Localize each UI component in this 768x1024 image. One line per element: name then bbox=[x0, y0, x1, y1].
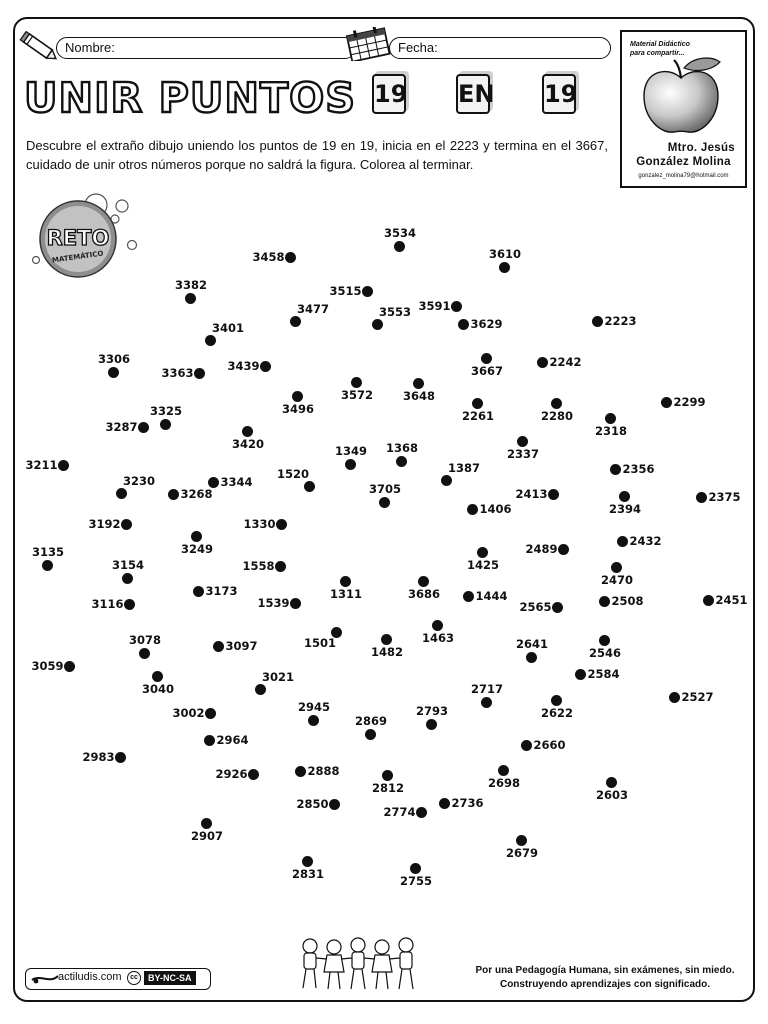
dot-2565[interactable] bbox=[552, 602, 563, 613]
dot-label-3021: 3021 bbox=[262, 669, 295, 684]
dot-2907[interactable] bbox=[201, 818, 212, 829]
license-label: BY-NC-SA bbox=[144, 971, 196, 985]
dot-label-2831: 2831 bbox=[292, 866, 325, 881]
dot-label-2660: 2660 bbox=[533, 737, 566, 752]
dot-label-2489: 2489 bbox=[525, 541, 558, 556]
dot-3553[interactable] bbox=[372, 319, 383, 330]
dot-3192[interactable] bbox=[121, 519, 132, 530]
dot-label-3553: 3553 bbox=[379, 304, 412, 319]
dot-label-3515: 3515 bbox=[329, 283, 362, 298]
dot-label-1444: 1444 bbox=[475, 588, 508, 603]
dot-label-2888: 2888 bbox=[307, 763, 340, 778]
reto-subtitle: MATEMÁTICO bbox=[51, 249, 104, 265]
dot-label-2603: 2603 bbox=[596, 787, 629, 802]
dot-2850[interactable] bbox=[329, 799, 340, 810]
dot-3154[interactable] bbox=[122, 573, 133, 584]
dot-label-2812: 2812 bbox=[372, 780, 405, 795]
dot-label-1349: 1349 bbox=[335, 443, 368, 458]
dot-label-2451: 2451 bbox=[715, 592, 748, 607]
dot-2869[interactable] bbox=[365, 729, 376, 740]
dot-2470[interactable] bbox=[611, 562, 622, 573]
dot-1368[interactable] bbox=[396, 456, 407, 467]
dot-label-2622: 2622 bbox=[541, 705, 574, 720]
dot-label-2337: 2337 bbox=[507, 446, 540, 461]
dot-3211[interactable] bbox=[58, 460, 69, 471]
dot-label-2907: 2907 bbox=[191, 828, 224, 843]
dot-2660[interactable] bbox=[521, 740, 532, 751]
dot-label-3192: 3192 bbox=[88, 516, 121, 531]
dot-2394[interactable] bbox=[619, 491, 630, 502]
dot-3401[interactable] bbox=[205, 335, 216, 346]
dot-2451[interactable] bbox=[703, 595, 714, 606]
dot-label-3116: 3116 bbox=[91, 596, 124, 611]
license-bar bbox=[25, 968, 211, 990]
dot-2489[interactable] bbox=[558, 544, 569, 555]
dot-label-3629: 3629 bbox=[470, 316, 503, 331]
title-text: UNIR PUNTOS bbox=[24, 74, 356, 120]
dot-2413[interactable] bbox=[548, 489, 559, 500]
dot-1406[interactable] bbox=[467, 504, 478, 515]
dot-label-3002: 3002 bbox=[172, 705, 205, 720]
dot-label-2736: 2736 bbox=[451, 795, 484, 810]
dot-label-2774: 2774 bbox=[383, 804, 416, 819]
dot-3021[interactable] bbox=[255, 684, 266, 695]
dot-label-2413: 2413 bbox=[515, 486, 548, 501]
dot-label-2356: 2356 bbox=[622, 461, 655, 476]
dot-3040[interactable] bbox=[152, 671, 163, 682]
dot-3686[interactable] bbox=[418, 576, 429, 587]
dot-label-3534: 3534 bbox=[384, 225, 417, 240]
date-label: Fecha: bbox=[398, 40, 438, 55]
dot-label-3572: 3572 bbox=[341, 387, 374, 402]
author-name-1: Mtro. Jesús bbox=[667, 142, 735, 154]
cc-icon: cc bbox=[127, 971, 141, 985]
dot-label-2470: 2470 bbox=[601, 572, 634, 587]
dot-label-1425: 1425 bbox=[467, 557, 500, 572]
dot-3135[interactable] bbox=[42, 560, 53, 571]
dot-label-1539: 1539 bbox=[257, 595, 290, 610]
dot-label-1368: 1368 bbox=[386, 440, 419, 455]
dot-1330[interactable] bbox=[276, 519, 287, 530]
dot-label-3078: 3078 bbox=[129, 632, 162, 647]
dot-1558[interactable] bbox=[275, 561, 286, 572]
dot-label-1330: 1330 bbox=[243, 516, 276, 531]
dot-3591[interactable] bbox=[451, 301, 462, 312]
dot-label-3496: 3496 bbox=[282, 401, 315, 416]
dot-2280[interactable] bbox=[551, 398, 562, 409]
reto-title: RETO bbox=[46, 226, 110, 250]
dot-3230[interactable] bbox=[116, 488, 127, 499]
dot-label-1558: 1558 bbox=[242, 558, 275, 573]
badge-tagline-2: para compartir... bbox=[630, 50, 685, 57]
dot-2983[interactable] bbox=[115, 752, 126, 763]
dot-2812[interactable] bbox=[382, 770, 393, 781]
dot-2337[interactable] bbox=[517, 436, 528, 447]
dot-label-3325: 3325 bbox=[150, 403, 183, 418]
dot-2888[interactable] bbox=[295, 766, 306, 777]
calendar-icon bbox=[345, 27, 391, 61]
dot-label-3686: 3686 bbox=[408, 586, 441, 601]
dot-label-3591: 3591 bbox=[418, 298, 451, 313]
dot-label-2375: 2375 bbox=[708, 489, 741, 504]
dot-label-3287: 3287 bbox=[105, 419, 138, 434]
dot-3363[interactable] bbox=[194, 368, 205, 379]
dot-label-3154: 3154 bbox=[112, 557, 145, 572]
dot-3439[interactable] bbox=[260, 361, 271, 372]
dot-2755[interactable] bbox=[410, 863, 421, 874]
dot-1425[interactable] bbox=[477, 547, 488, 558]
dot-2679[interactable] bbox=[516, 835, 527, 846]
dot-2641[interactable] bbox=[526, 652, 537, 663]
dot-label-2394: 2394 bbox=[609, 501, 642, 516]
dot-label-3705: 3705 bbox=[369, 481, 402, 496]
dot-2831[interactable] bbox=[302, 856, 313, 867]
dot-label-2679: 2679 bbox=[506, 845, 539, 860]
dot-label-1501: 1501 bbox=[304, 635, 337, 650]
dot-2717[interactable] bbox=[481, 697, 492, 708]
dot-2945[interactable] bbox=[308, 715, 319, 726]
dot-3458[interactable] bbox=[285, 252, 296, 263]
dot-1349[interactable] bbox=[345, 459, 356, 470]
dot-2603[interactable] bbox=[606, 777, 617, 788]
dot-label-2983: 2983 bbox=[82, 749, 115, 764]
dot-2223[interactable] bbox=[592, 316, 603, 327]
dot-3629[interactable] bbox=[458, 319, 469, 330]
dot-label-2926: 2926 bbox=[215, 766, 248, 781]
dot-label-3439: 3439 bbox=[227, 358, 260, 373]
name-label: Nombre: bbox=[65, 40, 115, 55]
dot-2375[interactable] bbox=[696, 492, 707, 503]
dot-label-1520: 1520 bbox=[277, 466, 310, 481]
cube-3: 19 bbox=[542, 74, 576, 114]
dot-label-1406: 1406 bbox=[479, 501, 512, 516]
cube-2: EN bbox=[456, 74, 490, 114]
dot-3382[interactable] bbox=[185, 293, 196, 304]
name-field[interactable] bbox=[56, 37, 356, 59]
dot-1463[interactable] bbox=[432, 620, 443, 631]
dot-label-3135: 3135 bbox=[32, 544, 65, 559]
dot-label-3477: 3477 bbox=[297, 301, 330, 316]
dot-label-3382: 3382 bbox=[175, 277, 208, 292]
badge-tagline-1: Material Didáctico bbox=[630, 41, 690, 48]
dot-label-2546: 2546 bbox=[589, 645, 622, 660]
instructions-text: Descubre el extraño dibujo uniendo los puntos de 19 en 19, inicia en el 2223 y termina en el 3667, cuidado de unir otros números porque no saldrá la figura. Colorea al terminar. bbox=[26, 138, 608, 172]
dot-label-3097: 3097 bbox=[225, 638, 258, 653]
dot-3420[interactable] bbox=[242, 426, 253, 437]
dot-label-3173: 3173 bbox=[205, 583, 238, 598]
dot-label-3230: 3230 bbox=[123, 473, 156, 488]
dot-3173[interactable] bbox=[193, 586, 204, 597]
worksheet-title bbox=[22, 70, 362, 120]
dot-3249[interactable] bbox=[191, 531, 202, 542]
dot-2432[interactable] bbox=[617, 536, 628, 547]
dot-1539[interactable] bbox=[290, 598, 301, 609]
dot-label-2223: 2223 bbox=[604, 313, 637, 328]
dot-2774[interactable] bbox=[416, 807, 427, 818]
dot-label-1387: 1387 bbox=[448, 460, 481, 475]
dot-label-3363: 3363 bbox=[161, 365, 194, 380]
dot-3097[interactable] bbox=[213, 641, 224, 652]
dot-label-2261: 2261 bbox=[462, 408, 495, 423]
motto-line-1: Por una Pedagogía Humana, sin exámenes, sin miedo. bbox=[475, 965, 735, 976]
dot-2261[interactable] bbox=[472, 398, 483, 409]
dot-label-2869: 2869 bbox=[355, 713, 388, 728]
dot-label-3458: 3458 bbox=[252, 249, 285, 264]
dot-3610[interactable] bbox=[499, 262, 510, 273]
dot-2546[interactable] bbox=[599, 635, 610, 646]
dot-3344[interactable] bbox=[208, 477, 219, 488]
dot-2584[interactable] bbox=[575, 669, 586, 680]
cube-1: 19 bbox=[372, 74, 406, 114]
dot-label-3306: 3306 bbox=[98, 351, 131, 366]
site-label: actiludis.com bbox=[58, 971, 122, 983]
dot-label-2793: 2793 bbox=[416, 703, 449, 718]
dot-label-2584: 2584 bbox=[587, 666, 620, 681]
dot-3477[interactable] bbox=[290, 316, 301, 327]
dot-label-1311: 1311 bbox=[330, 586, 363, 601]
dot-1444[interactable] bbox=[463, 591, 474, 602]
dot-label-2850: 2850 bbox=[296, 796, 329, 811]
dot-label-3610: 3610 bbox=[489, 246, 522, 261]
dot-3325[interactable] bbox=[160, 419, 171, 430]
dot-3515[interactable] bbox=[362, 286, 373, 297]
dot-label-3667: 3667 bbox=[471, 363, 504, 378]
dot-2242[interactable] bbox=[537, 357, 548, 368]
dot-1387[interactable] bbox=[441, 475, 452, 486]
dot-label-3040: 3040 bbox=[142, 681, 175, 696]
dot-3572[interactable] bbox=[351, 377, 362, 388]
dot-label-3344: 3344 bbox=[220, 474, 253, 489]
dot-label-3648: 3648 bbox=[403, 388, 436, 403]
dot-label-3268: 3268 bbox=[180, 486, 213, 501]
dot-2299[interactable] bbox=[661, 397, 672, 408]
dot-3496[interactable] bbox=[292, 391, 303, 402]
dot-label-3211: 3211 bbox=[25, 457, 58, 472]
footer-motto bbox=[460, 964, 750, 992]
actiludis-logo-icon bbox=[30, 972, 60, 986]
dot-3059[interactable] bbox=[64, 661, 75, 672]
dot-2508[interactable] bbox=[599, 596, 610, 607]
author-email: gonzalez_molina79@hotmail.com bbox=[638, 173, 729, 179]
pencil-icon bbox=[17, 30, 61, 66]
dot-label-2641: 2641 bbox=[516, 636, 549, 651]
dot-label-2242: 2242 bbox=[549, 354, 582, 369]
dot-2793[interactable] bbox=[426, 719, 437, 730]
dot-label-1463: 1463 bbox=[422, 630, 455, 645]
dot-label-3059: 3059 bbox=[31, 658, 64, 673]
reto-matematico-badge bbox=[30, 193, 140, 279]
dot-2622[interactable] bbox=[551, 695, 562, 706]
dot-label-2964: 2964 bbox=[216, 732, 249, 747]
dot-3078[interactable] bbox=[139, 648, 150, 659]
dot-2698[interactable] bbox=[498, 765, 509, 776]
dot-2736[interactable] bbox=[439, 798, 450, 809]
dot-3268[interactable] bbox=[168, 489, 179, 500]
author-badge bbox=[620, 30, 747, 188]
dot-3667[interactable] bbox=[481, 353, 492, 364]
dot-3306[interactable] bbox=[108, 367, 119, 378]
children-holding-hands-illustration bbox=[296, 934, 424, 994]
dot-3705[interactable] bbox=[379, 497, 390, 508]
dot-label-2698: 2698 bbox=[488, 775, 521, 790]
dot-label-3401: 3401 bbox=[212, 320, 245, 335]
dot-1311[interactable] bbox=[340, 576, 351, 587]
dot-label-3420: 3420 bbox=[232, 436, 265, 451]
dot-2964[interactable] bbox=[204, 735, 215, 746]
dot-label-2299: 2299 bbox=[673, 394, 706, 409]
dot-label-2945: 2945 bbox=[298, 699, 331, 714]
dot-3648[interactable] bbox=[413, 378, 424, 389]
dot-label-2432: 2432 bbox=[629, 533, 662, 548]
dot-label-1482: 1482 bbox=[371, 644, 404, 659]
dot-label-2717: 2717 bbox=[471, 681, 504, 696]
apple-icon bbox=[638, 52, 724, 138]
motto-line-2: Construyendo aprendizajes con significado. bbox=[499, 979, 711, 990]
dot-3534[interactable] bbox=[394, 241, 405, 252]
dot-3287[interactable] bbox=[138, 422, 149, 433]
dot-1520[interactable] bbox=[304, 481, 315, 492]
dot-label-2280: 2280 bbox=[541, 408, 574, 423]
dot-label-3249: 3249 bbox=[181, 541, 214, 556]
dot-label-2755: 2755 bbox=[400, 873, 433, 888]
dot-1482[interactable] bbox=[381, 634, 392, 645]
dot-2318[interactable] bbox=[605, 413, 616, 424]
dot-label-2508: 2508 bbox=[611, 593, 644, 608]
dot-2356[interactable] bbox=[610, 464, 621, 475]
dot-2926[interactable] bbox=[248, 769, 259, 780]
dot-label-2527: 2527 bbox=[681, 689, 714, 704]
date-field[interactable] bbox=[389, 37, 611, 59]
dot-3116[interactable] bbox=[124, 599, 135, 610]
dot-label-2318: 2318 bbox=[595, 423, 628, 438]
dot-label-2565: 2565 bbox=[519, 599, 552, 614]
dot-3002[interactable] bbox=[205, 708, 216, 719]
author-name-2: González Molina bbox=[636, 156, 731, 168]
dot-2527[interactable] bbox=[669, 692, 680, 703]
